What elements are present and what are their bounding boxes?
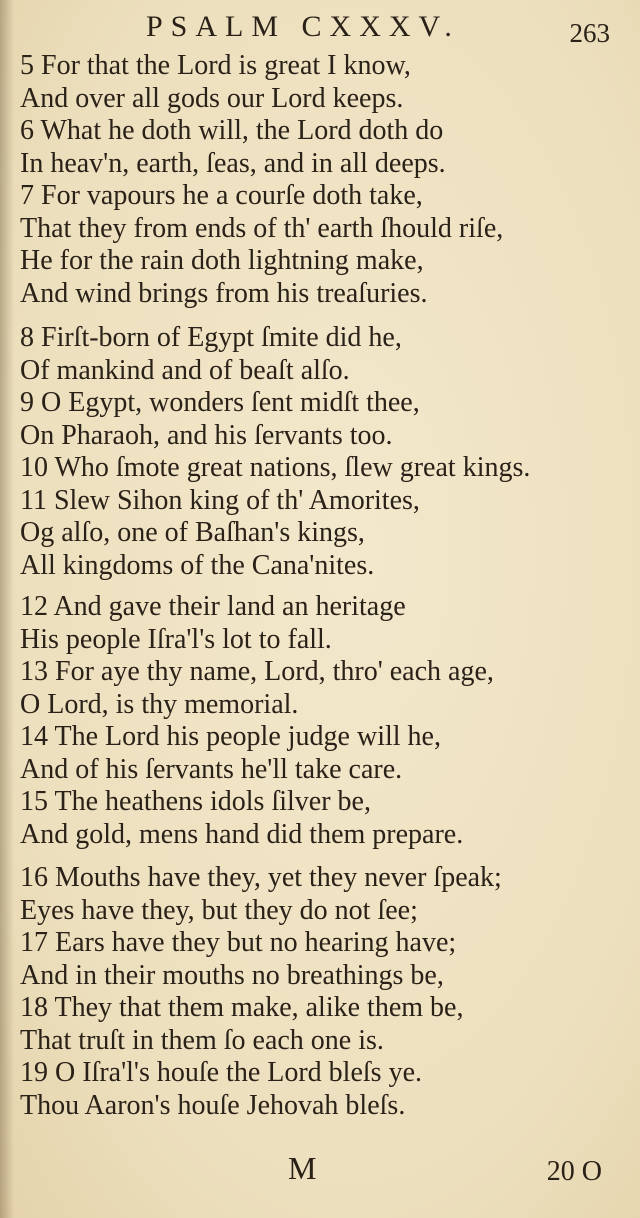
verse-line: He for the rain doth lightning make,	[20, 245, 424, 276]
verse-line: 19 O Iſra'l's houſe the Lord bleſs ye.	[20, 1057, 422, 1088]
verse-line: Og alſo, one of Baſhan's kings,	[20, 517, 365, 548]
page-header	[0, 8, 640, 48]
verse-line: Eyes have they, but they do not ſee;	[20, 894, 418, 926]
verse-line: 14 The Lord his people judge will he,	[20, 721, 441, 752]
verse-line: Of mankind and of beaſt alſo.	[20, 354, 350, 386]
signature-mark: M	[288, 1150, 317, 1186]
verse-line: 10 Who ſmote great nations, ſlew great kings.	[20, 452, 531, 483]
page-footer	[0, 1150, 640, 1200]
verse-line: And in their mouths no breathings be,	[20, 959, 444, 991]
catchword: 20 O	[546, 1156, 602, 1187]
verse-line: That they from ends of th' earth ſhould riſe,	[20, 212, 504, 244]
verse-line: In heav'n, earth, ſeas, and in all deeps.	[20, 147, 446, 179]
spine-shadow	[0, 0, 14, 1218]
verse-line: 13 For aye thy name, Lord, thro' each age,	[20, 656, 494, 687]
verse-line: 16 Mouths have they, yet they never ſpeak;	[20, 862, 502, 893]
verse-line: 11 Slew Sihon king of th' Amorites,	[20, 484, 420, 516]
verse-line: 17 Ears have they but no hearing have;	[20, 927, 457, 958]
verse-line: O Lord, is thy memorial.	[20, 688, 299, 720]
verse-line: 7 For vapours he a courſe doth take,	[20, 180, 423, 211]
stanza	[20, 591, 620, 851]
verse-line: And over all gods our Lord keeps.	[20, 82, 404, 114]
running-title: PSALM CXXXV.	[146, 10, 460, 43]
verse-line: And of his ſervants he'll take care.	[20, 753, 403, 785]
stanza	[20, 862, 620, 1122]
verse-line: 18 They that them make, alike them be,	[20, 992, 464, 1023]
verse-line: On Pharaoh, and his ſervants too.	[20, 419, 393, 451]
verse-line: 5 For that the Lord is great I know,	[20, 50, 411, 81]
verse-line: 15 The heathens idols ſilver be,	[20, 786, 371, 817]
verse-line: That truſt in them ſo each one is.	[20, 1024, 384, 1056]
verse-line: 6 What he doth will, the Lord doth do	[20, 115, 444, 146]
page-number: 263	[569, 18, 610, 48]
verse-line: And wind brings from his treaſuries.	[20, 277, 428, 309]
verse-line: And gold, mens hand did them prepare.	[20, 818, 464, 850]
verse-line: All kingdoms of the Cana'nites.	[20, 549, 375, 581]
stanza	[20, 50, 620, 310]
verse-line: Thou Aaron's houſe Jehovah bleſs.	[20, 1089, 406, 1121]
stanza	[20, 322, 620, 582]
verse-line: 12 And gave their land an heritage	[20, 591, 406, 622]
verse-line: 8 Firſt-born of Egypt ſmite did he,	[20, 322, 402, 353]
verse-line: His people Iſra'l's lot to fall.	[20, 623, 332, 655]
verse-line: 9 O Egypt, wonders ſent midſt thee,	[20, 387, 420, 418]
